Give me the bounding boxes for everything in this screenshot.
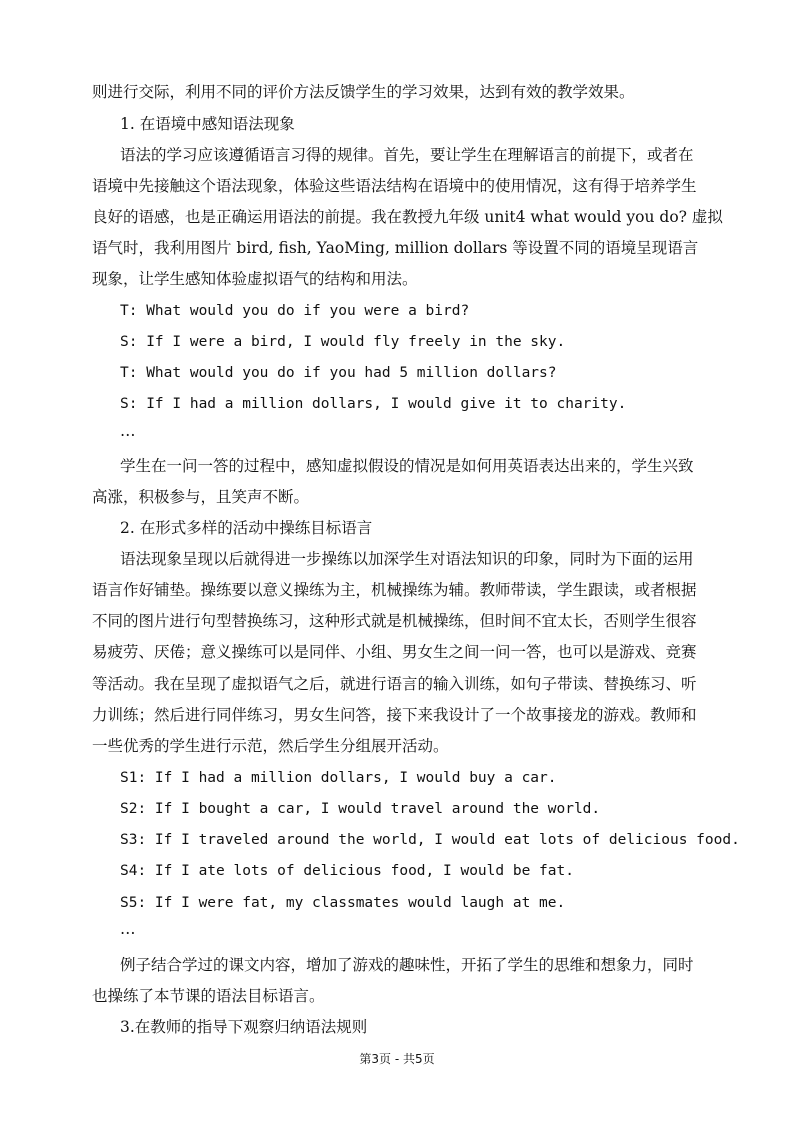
page-footer: 第3页 - 共5页	[359, 1052, 435, 1066]
dialogue-line: T: What would you do if you had 5 million dollars?	[120, 365, 557, 381]
dialogue-line: S3: If I traveled around the world, I would eat lots of delicious food.	[120, 832, 740, 848]
section-heading: 3.在教师的指导下观察归纳语法规则	[120, 1018, 368, 1036]
paragraph-line: 语法的学习应该遵循语言习得的规律。首先，要让学生在理解语言的前提下，或者在	[120, 146, 694, 164]
paragraph-line: 一些优秀的学生进行示范，然后学生分组展开活动。	[92, 737, 449, 755]
paragraph-line: 等活动。我在呈现了虚拟语气之后，就进行语言的输入训练，如句子带读、替换练习、听	[92, 675, 697, 693]
paragraph-line: 语言作好铺垫。操练要以意义操练为主，机械操练为辅。教师带读，学生跟读，或者根据	[92, 581, 697, 599]
dialogue-line: S5: If I were fat, my classmates would laugh at me.	[120, 895, 566, 911]
ellipsis: …	[120, 920, 136, 938]
section-heading: 1. 在语境中感知语法现象	[120, 115, 295, 133]
paragraph-line: 则进行交际，利用不同的评价方法反馈学生的学习效果，达到有效的教学效果。	[92, 83, 635, 101]
ellipsis: …	[120, 422, 136, 440]
paragraph-line: 不同的图片进行句型替换练习，这种形式就是机械操练，但时间不宜太长，否则学生很容	[92, 612, 697, 630]
paragraph-line: 也操练了本节课的语法目标语言。	[92, 987, 325, 1005]
paragraph-line: 语气时，我利用图片 bird, fish, YaoMing, million dollars 等设置不同的语境呈现语言	[92, 239, 699, 257]
section-heading: 2. 在形式多样的活动中操练目标语言	[120, 519, 373, 537]
dialogue-line: S1: If I had a million dollars, I would buy a car.	[120, 770, 557, 786]
dialogue-line: T: What would you do if you were a bird?	[120, 303, 470, 319]
paragraph-line: 良好的语感，也是正确运用语法的前提。我在教授九年级 unit4 what would you do? 虚拟	[92, 208, 723, 226]
paragraph-line: 现象，让学生感知体验虚拟语气的结构和用法。	[92, 270, 418, 288]
paragraph-line: 力训练；然后进行同伴练习，男女生问答，接下来我设计了一个故事接龙的游戏。教师和	[92, 706, 697, 724]
dialogue-line: S: If I were a bird, I would fly freely in the sky.	[120, 334, 566, 350]
paragraph-line: 语法现象呈现以后就得进一步操练以加深学生对语法知识的印象，同时为下面的运用	[120, 550, 694, 568]
paragraph-line: 学生在一问一答的过程中，感知虚拟假设的情况是如何用英语表达出来的，学生兴致	[120, 457, 694, 475]
paragraph-line: 例子结合学过的课文内容，增加了游戏的趣味性，开拓了学生的思维和想象力，同时	[120, 956, 694, 974]
dialogue-line: S2: If I bought a car, I would travel around the world.	[120, 801, 601, 817]
paragraph-line: 易疲劳、厌倦；意义操练可以是同伴、小组、男女生之间一问一答，也可以是游戏、竞赛	[92, 643, 697, 661]
paragraph-line: 高涨，积极参与，且笑声不断。	[92, 488, 310, 506]
dialogue-line: S: If I had a million dollars, I would give it to charity.	[120, 396, 627, 412]
paragraph-line: 语境中先接触这个语法现象，体验这些语法结构在语境中的使用情况，这有得于培养学生	[92, 177, 697, 195]
dialogue-line: S4: If I ate lots of delicious food, I would be fat.	[120, 863, 574, 879]
